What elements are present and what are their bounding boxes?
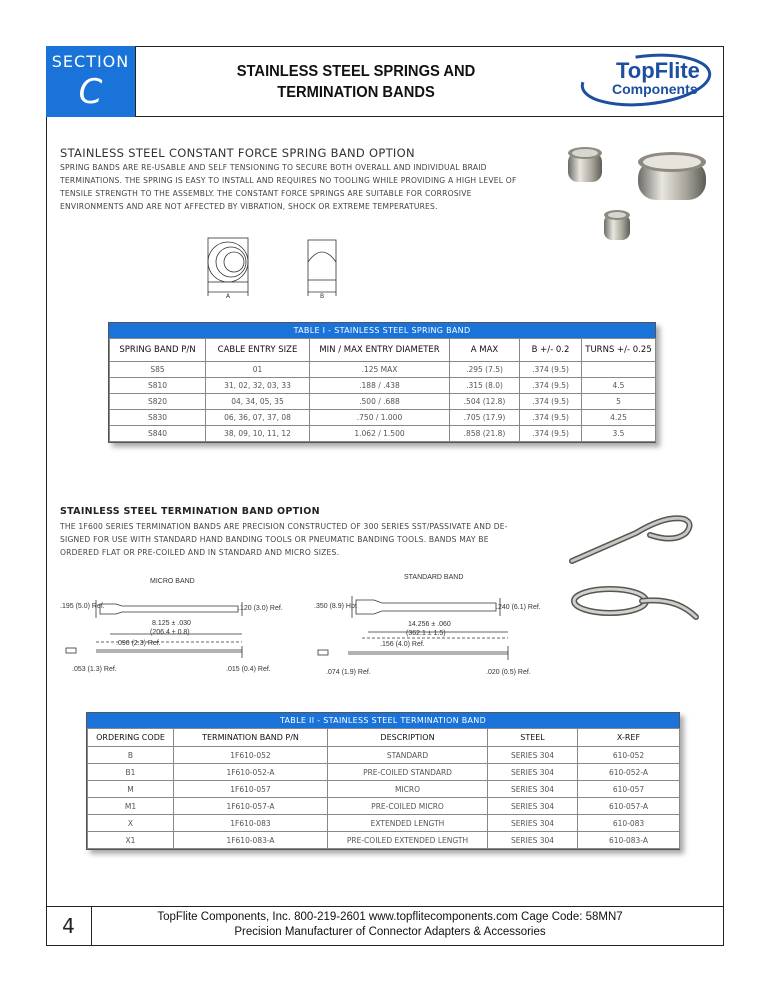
micro-thickness-right: .015 (0.4) Ref. <box>226 666 271 673</box>
section-badge <box>46 46 136 117</box>
table-cell: STANDARD <box>328 747 488 764</box>
table-cell: .315 (8.0) <box>450 378 520 394</box>
table-row <box>110 378 656 394</box>
table-cell: S820 <box>110 394 206 410</box>
table-cell: 610-083-A <box>578 832 680 849</box>
table2-header: TERMINATION BAND P/N <box>174 729 328 747</box>
table2-header: ORDERING CODE <box>88 729 174 747</box>
table-cell: PRE-COILED STANDARD <box>328 764 488 781</box>
table1-caption: TABLE I - STAINLESS STEEL SPRING BAND <box>109 323 655 338</box>
table1-header: MIN / MAX ENTRY DIAMETER <box>310 339 450 362</box>
table2-header: X-REF <box>578 729 680 747</box>
table-cell: 5 <box>582 394 656 410</box>
table-cell: S830 <box>110 410 206 426</box>
table-row <box>88 815 680 832</box>
standard-hole-dim: .156 (4.0) Ref. <box>380 641 425 648</box>
section-word: SECTION <box>51 52 130 71</box>
table-row <box>88 798 680 815</box>
table-row <box>110 362 656 378</box>
dim-b-label: B <box>320 293 325 300</box>
table-cell: SERIES 304 <box>488 781 578 798</box>
standard-length: 14.256 ± .060 <box>408 621 451 628</box>
micro-thickness-left: .053 (1.3) Ref. <box>72 666 117 673</box>
table-cell: .750 / 1.000 <box>310 410 450 426</box>
table-row <box>110 426 656 442</box>
table1-header: SPRING BAND P/N <box>110 339 206 362</box>
micro-length: 8.125 ± .030 <box>152 620 191 627</box>
table-cell: PRE-COILED MICRO <box>328 798 488 815</box>
table-cell: 3.5 <box>582 426 656 442</box>
table-cell: M1 <box>88 798 174 815</box>
table-cell: S85 <box>110 362 206 378</box>
table-cell: 01 <box>206 362 310 378</box>
title-line-2: TERMINATION BANDS <box>277 84 435 101</box>
table-cell: .374 (9.5) <box>520 410 582 426</box>
logo-text-top: TopFlite <box>616 58 700 83</box>
table-cell: MICRO <box>328 781 488 798</box>
table-cell: 1F610-057-A <box>174 798 328 815</box>
table-row <box>88 747 680 764</box>
standard-thickness-right: .020 (0.5) Ref. <box>486 669 531 676</box>
table-cell: .504 (12.8) <box>450 394 520 410</box>
micro-right-dim: .120 (3.0) Ref. <box>238 605 283 612</box>
spring-description: SPRING BANDS ARE RE-USABLE AND SELF TENSIONING TO SECURE BOTH OVERALL AND INDIVIDUAL BRAID TERMINATIONS. THE SPRING IS EASY TO INSTALL AND REQUIRES NO TOOLING WHILE PROVIDING A HIGH LEVEL OF TENSILE STRENGTH TO THE ASSEMBLY. THE CONSTANT FORCE SPRINGS ARE SUITABLE FOR CORROSIVE ENVIRONMENTS AND ARE NOT AFFECTED BY VIBRATION, SHOCK OR EXTREME TEMPERATURES. <box>60 163 517 211</box>
table-cell: B <box>88 747 174 764</box>
standard-right-dim: .240 (6.1) Ref. <box>496 604 541 611</box>
table-cell: 610-052 <box>578 747 680 764</box>
table-cell: 06, 36, 07, 37, 08 <box>206 410 310 426</box>
table-cell: .705 (17.9) <box>450 410 520 426</box>
termination-description: THE 1F600 SERIES TERMINATION BANDS ARE PRECISION CONSTRUCTED OF 300 SERIES SST/PASSIVATE AND DE-SIGNED FOR USE WITH STANDARD HAND BANDING TOOLS OR PNEUMATIC BANDING TOOLS. BANDS MAY BE ORDERED FLAT OR PRE-COILED AND IN STANDARD AND MICRO SIZES. <box>60 522 508 557</box>
page-header <box>46 46 724 117</box>
table-cell: 1F610-052-A <box>174 764 328 781</box>
topflite-logo <box>580 50 718 108</box>
page-title <box>181 61 531 103</box>
spring-heading: STAINLESS STEEL CONSTANT FORCE SPRING BAND OPTION <box>60 146 415 160</box>
table-cell: 31, 02, 32, 03, 33 <box>206 378 310 394</box>
table-cell: 1F610-083 <box>174 815 328 832</box>
table-cell: 1F610-052 <box>174 747 328 764</box>
table1-header: A MAX <box>450 339 520 362</box>
table-cell: .188 / .438 <box>310 378 450 394</box>
table2-header-row <box>88 729 680 747</box>
table-row <box>110 394 656 410</box>
table1-header: TURNS +/- 0.25 <box>582 339 656 362</box>
termination-bands-photo <box>566 505 702 625</box>
table-cell: 1.062 / 1.500 <box>310 426 450 442</box>
table-cell: .295 (7.5) <box>450 362 520 378</box>
table1-header-row <box>110 339 656 362</box>
section-letter: C <box>78 72 103 112</box>
table-cell: 4.5 <box>582 378 656 394</box>
micro-length-mm: (206.4 ± 0.8) <box>150 629 190 636</box>
micro-left-dim: .195 (5.0) Ref. <box>60 603 105 610</box>
table-cell: 610-052-A <box>578 764 680 781</box>
termination-heading: STAINLESS STEEL TERMINATION BAND OPTION <box>60 506 320 517</box>
table2-caption: TABLE II - STAINLESS STEEL TERMINATION BAND <box>87 713 679 728</box>
micro-hole-dim: .090 (2.3) Ref. <box>116 640 161 647</box>
footer-tagline: Precision Manufacturer of Connector Adapters & Accessories <box>234 926 546 938</box>
table-cell: PRE-COILED EXTENDED LENGTH <box>328 832 488 849</box>
table1-header: B +/- 0.2 <box>520 339 582 362</box>
table-cell: .374 (9.5) <box>520 426 582 442</box>
table-cell: 4.25 <box>582 410 656 426</box>
micro-band-title: MICRO BAND <box>150 578 195 585</box>
table-cell: SERIES 304 <box>488 764 578 781</box>
table-spring-band <box>108 322 656 443</box>
table-cell: SERIES 304 <box>488 832 578 849</box>
table-cell: 610-057-A <box>578 798 680 815</box>
standard-left-dim: .350 (8.9) Hpt <box>314 603 357 610</box>
table-cell: .858 (21.8) <box>450 426 520 442</box>
table-cell: SERIES 304 <box>488 815 578 832</box>
page-number: 4 <box>46 906 92 946</box>
table-cell: S810 <box>110 378 206 394</box>
table-cell: EXTENDED LENGTH <box>328 815 488 832</box>
table-cell: .500 / .688 <box>310 394 450 410</box>
table-cell: 1F610-083-A <box>174 832 328 849</box>
title-line-1: STAINLESS STEEL SPRINGS AND <box>236 63 476 80</box>
table-cell: 1F610-057 <box>174 781 328 798</box>
dim-a-label: A <box>226 293 231 300</box>
table-row <box>88 764 680 781</box>
table2-header: STEEL <box>488 729 578 747</box>
table-cell: S840 <box>110 426 206 442</box>
standard-thickness-left: .074 (1.9) Ref. <box>326 669 371 676</box>
table-termination-band <box>86 712 680 850</box>
table-cell: M <box>88 781 174 798</box>
table-cell: .125 MAX <box>310 362 450 378</box>
table-row <box>88 781 680 798</box>
table-cell: B1 <box>88 764 174 781</box>
table2-header: DESCRIPTION <box>328 729 488 747</box>
table1-header: CABLE ENTRY SIZE <box>206 339 310 362</box>
table-cell: 38, 09, 10, 11, 12 <box>206 426 310 442</box>
table-cell <box>582 362 656 378</box>
footer-contact: TopFlite Components, Inc. 800-219-2601 www.topflitecomponents.com Cage Code: 58MN7 <box>157 911 623 923</box>
table-cell: .374 (9.5) <box>520 378 582 394</box>
table-cell: 610-083 <box>578 815 680 832</box>
table-row <box>88 832 680 849</box>
table-cell: .374 (9.5) <box>520 362 582 378</box>
logo-text-bottom: Components <box>612 81 698 97</box>
table-cell: X <box>88 815 174 832</box>
spring-bands-photo <box>562 140 722 248</box>
standard-band-title: STANDARD BAND <box>404 574 464 581</box>
standard-length-mm: (362.1 ± 1.5) <box>406 630 446 637</box>
table-cell: 04, 34, 05, 35 <box>206 394 310 410</box>
table-row <box>110 410 656 426</box>
footer-divider <box>46 906 724 907</box>
table-cell: X1 <box>88 832 174 849</box>
table-cell: SERIES 304 <box>488 747 578 764</box>
table-cell: .374 (9.5) <box>520 394 582 410</box>
spring-band-drawings <box>200 232 350 300</box>
table-cell: SERIES 304 <box>488 798 578 815</box>
table-cell: 610-057 <box>578 781 680 798</box>
